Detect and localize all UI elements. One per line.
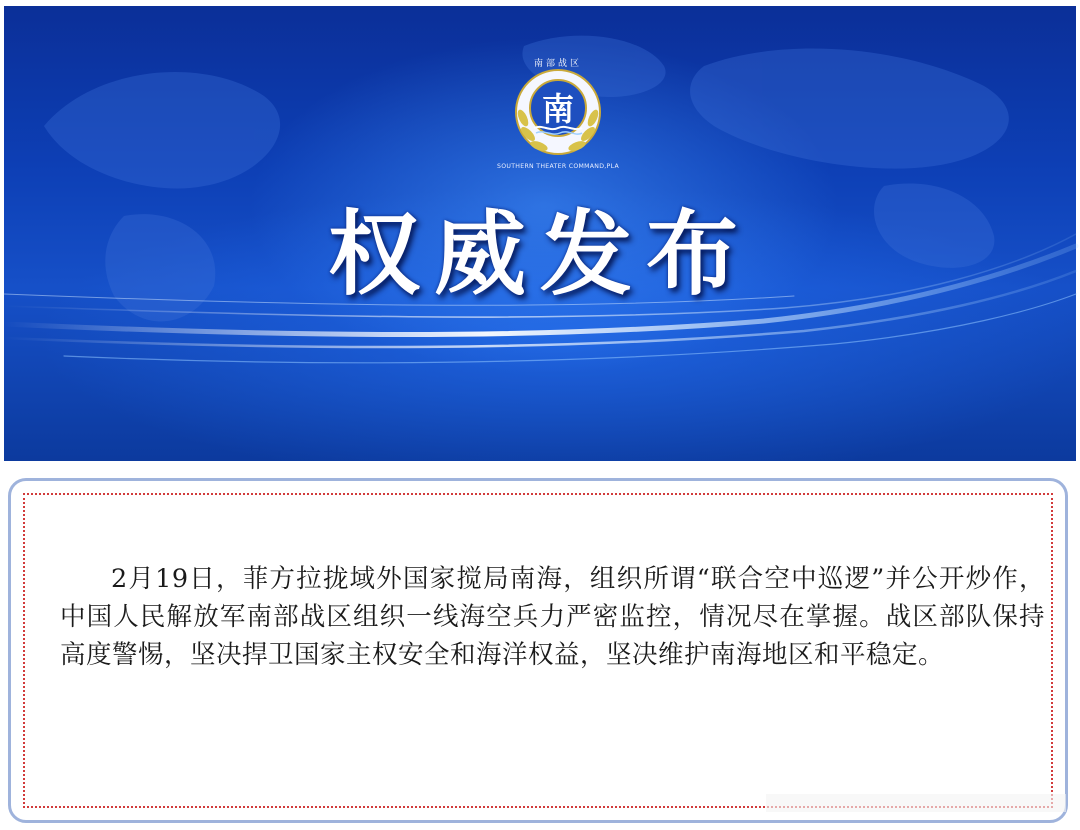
svg-text:南部战区: 南部战区 bbox=[533, 59, 583, 69]
announcement-text: 2月19日，菲方拉拢域外国家搅局南海，组织所谓“联合空中巡逻”并公开炒作，中国人民解放军南部战区组织一线海空兵力严密监控，情况尽在掌握。战区部队保持高度警惕，坚决捍卫国家主权安全和海洋权益，坚决维护南海地区和平稳定。 bbox=[60, 564, 1045, 670]
headline-title: 权威发布 bbox=[327, 200, 752, 308]
svg-text:SOUTHERN THEATER COMMAND,PLA: SOUTHERN THEATER COMMAND,PLA bbox=[496, 163, 620, 170]
header-banner bbox=[4, 6, 1076, 461]
svg-text:南: 南 bbox=[541, 90, 575, 128]
watermark-logo bbox=[766, 790, 1066, 816]
southern-theater-command-emblem bbox=[496, 54, 620, 172]
